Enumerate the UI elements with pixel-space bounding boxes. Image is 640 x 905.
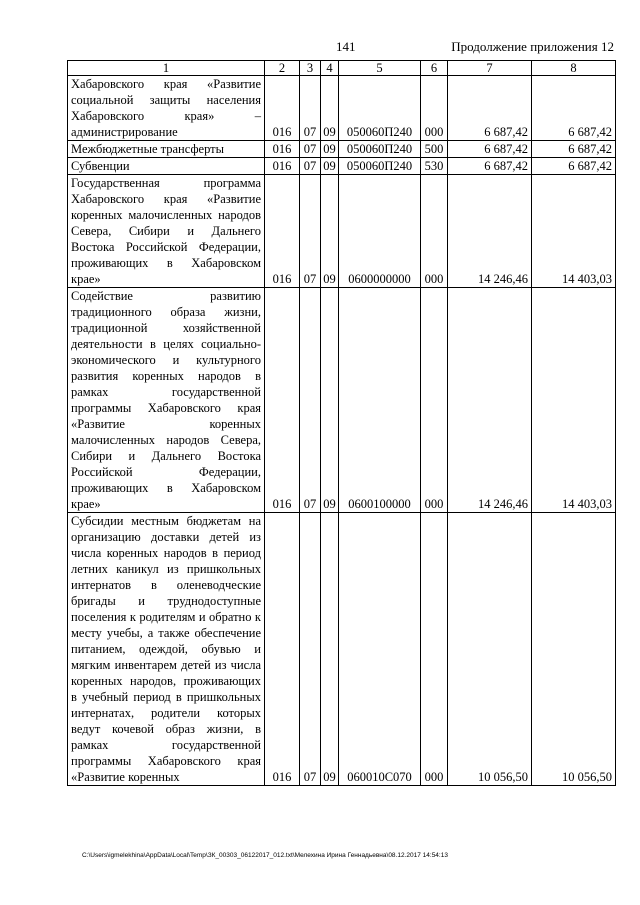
cell-section: 07 xyxy=(300,175,321,288)
cell-type: 000 xyxy=(421,76,448,141)
cell-ministry: 016 xyxy=(265,76,300,141)
column-header: 3 xyxy=(300,61,321,76)
column-header: 2 xyxy=(265,61,300,76)
budget-table xyxy=(67,60,616,786)
cell-amount-1: 10 056,50 xyxy=(448,513,532,786)
column-header: 7 xyxy=(448,61,532,76)
cell-ministry: 016 xyxy=(265,288,300,513)
cell-amount-2: 6 687,42 xyxy=(532,141,616,158)
cell-section: 07 xyxy=(300,288,321,513)
cell-type: 500 xyxy=(421,141,448,158)
row-name: Межбюджетные трансферты xyxy=(68,141,265,158)
cell-target: 060010С070 xyxy=(339,513,421,786)
cell-subsection: 09 xyxy=(321,175,339,288)
cell-subsection: 09 xyxy=(321,76,339,141)
cell-section: 07 xyxy=(300,76,321,141)
cell-target: 050060П240 xyxy=(339,76,421,141)
table-row xyxy=(68,175,616,288)
column-header: 6 xyxy=(421,61,448,76)
cell-section: 07 xyxy=(300,158,321,175)
row-name: Государственная программа Хабаровского края «Развитие коренных малочисленных народов Севера, Сибири и Дальнего Востока Российской Федерации, проживающих в Хабаровском крае» xyxy=(68,175,265,288)
cell-amount-2: 10 056,50 xyxy=(532,513,616,786)
cell-amount-2: 14 403,03 xyxy=(532,288,616,513)
cell-target: 0600100000 xyxy=(339,288,421,513)
cell-section: 07 xyxy=(300,513,321,786)
table-row xyxy=(68,513,616,786)
table-row xyxy=(68,76,616,141)
cell-amount-2: 14 403,03 xyxy=(532,175,616,288)
cell-subsection: 09 xyxy=(321,141,339,158)
cell-amount-2: 6 687,42 xyxy=(532,158,616,175)
cell-target: 0600000000 xyxy=(339,175,421,288)
cell-ministry: 016 xyxy=(265,513,300,786)
column-header: 8 xyxy=(532,61,616,76)
cell-type: 000 xyxy=(421,513,448,786)
page-number: 141 xyxy=(336,39,356,54)
table-row xyxy=(68,288,616,513)
row-name: Субсидии местным бюджетам на организацию доставки детей из числа коренных народов в период летних каникул из пришкольных интернатов в оленеводческие бригады и труднодоступные поселения к родителям и обратно к месту учебы, а также обеспечение питанием, одеждой, обувью и мягким инвентарем детей из числа коренных народов, проживающих в учебный период в пришкольных интернатах, родители которых ведут кочевой образ жизни, в рамках государственной программы Хабаровского края «Развитие коренных xyxy=(68,513,265,786)
cell-ministry: 016 xyxy=(265,175,300,288)
cell-type: 000 xyxy=(421,175,448,288)
cell-amount-1: 14 246,46 xyxy=(448,175,532,288)
row-name: Хабаровского края «Развитие социальной защиты населения Хабаровского края» – администрирование xyxy=(68,76,265,141)
cell-subsection: 09 xyxy=(321,158,339,175)
row-name: Субвенции xyxy=(68,158,265,175)
row-name: Содействие развитию традиционного образа жизни, традиционной хозяйственной деятельности в целях социально-экономического и культурного развития коренных народов в рамках государственной программы Хабаровского края «Развитие коренных малочисленных народов Севера, Сибири и Дальнего Востока Российской Федерации, проживающих в Хабаровском крае» xyxy=(68,288,265,513)
table-header-row xyxy=(68,61,616,76)
column-header: 4 xyxy=(321,61,339,76)
cell-target: 050060П240 xyxy=(339,141,421,158)
cell-target: 050060П240 xyxy=(339,158,421,175)
cell-amount-1: 6 687,42 xyxy=(448,158,532,175)
table-row xyxy=(68,158,616,175)
cell-amount-1: 6 687,42 xyxy=(448,141,532,158)
footer-file-path: C:\Users\igmelekhina\AppData\Local\Temp\ЗК_00303_06122017_012.txt\Мелехина Ирина Геннадьевна\08.12.2017 14:54:13 xyxy=(82,852,448,859)
cell-subsection: 09 xyxy=(321,288,339,513)
column-header: 5 xyxy=(339,61,421,76)
cell-type: 000 xyxy=(421,288,448,513)
cell-section: 07 xyxy=(300,141,321,158)
cell-type: 530 xyxy=(421,158,448,175)
cell-amount-2: 6 687,42 xyxy=(532,76,616,141)
cell-amount-1: 6 687,42 xyxy=(448,76,532,141)
continuation-label: Продолжение приложения 12 xyxy=(451,39,614,54)
column-header: 1 xyxy=(68,61,265,76)
table-row xyxy=(68,141,616,158)
cell-amount-1: 14 246,46 xyxy=(448,288,532,513)
cell-ministry: 016 xyxy=(265,158,300,175)
cell-ministry: 016 xyxy=(265,141,300,158)
cell-subsection: 09 xyxy=(321,513,339,786)
